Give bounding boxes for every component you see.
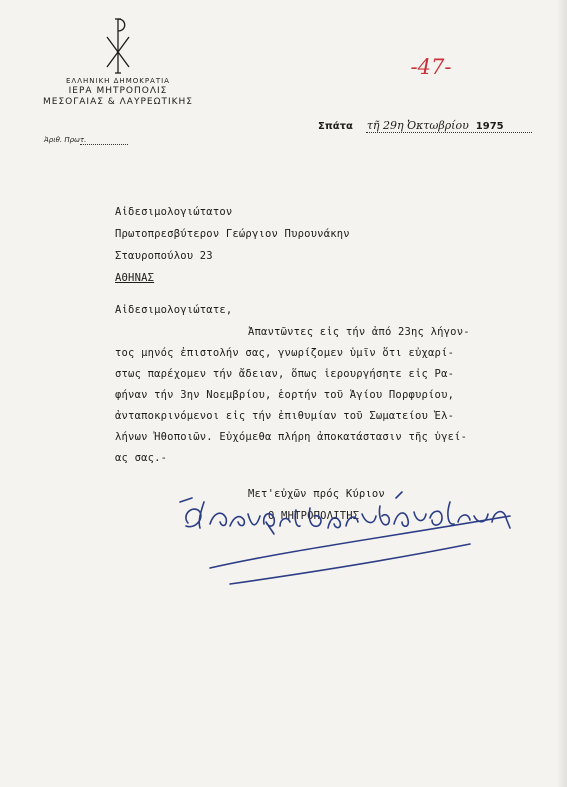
handwritten-signature [170, 488, 525, 598]
recipient-name: Πρωτοπρεσβύτερον Γεώργιον Πυρουνάκην [115, 228, 350, 240]
letterhead-line-2: ΙΕΡΑ ΜΗΤΡΟΠΟΛΙΣ [68, 86, 168, 96]
body-line-4: φήναν τήν 3ην Νοεμβρίου, ἑορτήν τοῦ Ἁγίου Πορφυρίου, [115, 389, 455, 401]
letterhead-line-1: ΕΛΛΗΝΙΚΗ ΔΗΜΟΚΡΑΤΙΑ [66, 77, 170, 85]
chi-rho-emblem-icon [103, 15, 133, 75]
body-line-5: ἀνταποκρινόμενοι εἰς τήν ἐπιθυμίαν τοῦ Σωματείου Ἑλ- [115, 410, 455, 422]
date-place: Σπάτα [318, 121, 353, 132]
letterhead-line-3: ΜΕΣΟΓΑΙΑΣ & ΛΑΥΡΕΩΤΙΚΗΣ [43, 97, 193, 107]
recipient-city: ΑΘΗΝΑΣ [115, 272, 155, 284]
recipient-title: Αἰδεσιμολογιώτατον [115, 206, 233, 218]
date-handwritten: τῆ 29η Ὀκτωβρίου [366, 119, 469, 132]
body-line-1: Ἀπαντῶντες εἰς τήν ἀπό 23ης λήγον- [248, 326, 470, 338]
date-line [318, 119, 504, 132]
handwritten-reference-number: -47- [410, 55, 452, 79]
body-line-7: ας σας.- [115, 452, 168, 464]
salutation: Αἰδεσιμολογιώτατε, [115, 304, 233, 316]
date-underline [366, 132, 532, 133]
date-year: 1975 [475, 121, 504, 132]
closing-role: Ο ΜΗΤΡΟΠΟΛΙΤΗΣ [268, 510, 360, 522]
body-line-3: στως παρέχομεν τήν ἄδειαν, ὅπως ἱερουργήσητε εἰς Ρα- [115, 368, 455, 380]
body-line-2: τος μηνός ἐπιστολήν σας, γνωρίζομεν ὑμῖν ὅτι εὐχαρί- [115, 347, 455, 359]
recipient-street: Σταυροπούλου 23 [115, 250, 213, 262]
closing-wishes: Μετ'εὐχῶν πρός Κύριον [248, 488, 385, 500]
protocol-number-label: Ἀριθ. Πρωτ. [44, 136, 87, 144]
body-line-6: λήνων Ἠθοποιῶν. Εὐχόμεθα πλήρη ἀποκατάστασιν τῆς ὑγεί- [115, 431, 468, 443]
protocol-number-line [80, 144, 128, 145]
